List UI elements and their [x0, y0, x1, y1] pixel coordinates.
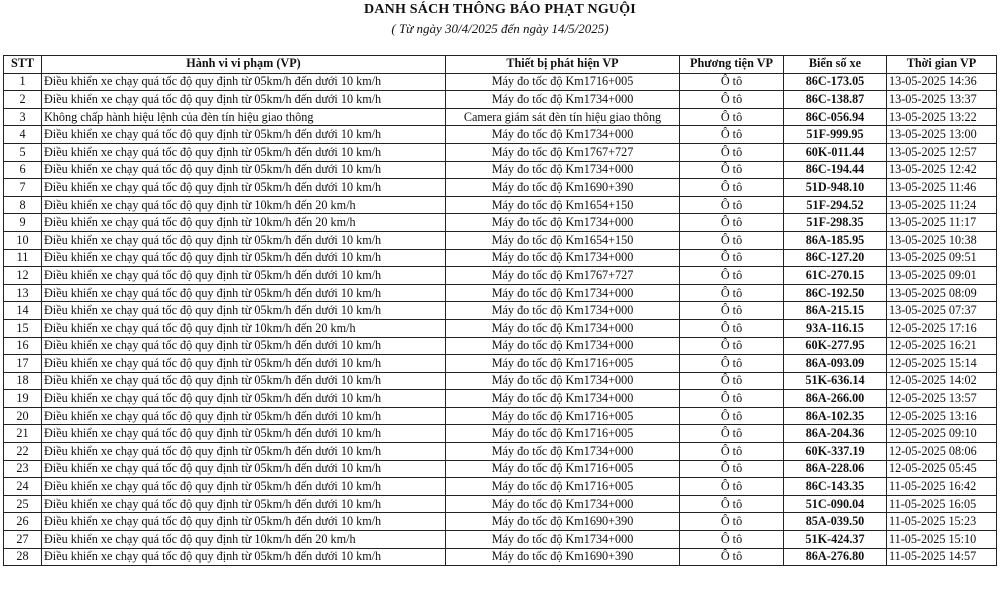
cell-stt: 28	[4, 548, 42, 566]
cell-device: Máy đo tốc độ Km1734+000	[446, 372, 680, 390]
cell-action: Điều khiển xe chạy quá tốc độ quy định từ 05km/h đến dưới 10 km/h	[42, 161, 446, 179]
table-row	[4, 319, 997, 337]
table-row	[4, 425, 997, 443]
table-row	[4, 143, 997, 161]
violations-table	[3, 55, 997, 566]
table-row	[4, 531, 997, 549]
cell-time: 13-05-2025 13:37	[887, 91, 997, 109]
cell-time: 11-05-2025 16:42	[887, 478, 997, 496]
cell-device: Máy đo tốc độ Km1716+005	[446, 425, 680, 443]
cell-stt: 5	[4, 143, 42, 161]
cell-vehicle: Ô tô	[680, 407, 784, 425]
cell-vehicle: Ô tô	[680, 302, 784, 320]
cell-vehicle: Ô tô	[680, 548, 784, 566]
cell-stt: 22	[4, 443, 42, 461]
cell-time: 13-05-2025 08:09	[887, 284, 997, 302]
cell-time: 13-05-2025 09:01	[887, 267, 997, 285]
cell-device: Máy đo tốc độ Km1734+000	[446, 214, 680, 232]
cell-time: 11-05-2025 16:05	[887, 495, 997, 513]
cell-time: 13-05-2025 07:37	[887, 302, 997, 320]
cell-vehicle: Ô tô	[680, 425, 784, 443]
cell-time: 12-05-2025 09:10	[887, 425, 997, 443]
cell-action: Điều khiển xe chạy quá tốc độ quy định từ 05km/h đến dưới 10 km/h	[42, 425, 446, 443]
table-row	[4, 460, 997, 478]
cell-plate: 86C-143.35	[784, 478, 887, 496]
cell-vehicle: Ô tô	[680, 513, 784, 531]
table-row	[4, 161, 997, 179]
cell-plate: 51D-948.10	[784, 179, 887, 197]
cell-time: 13-05-2025 14:36	[887, 73, 997, 91]
cell-plate: 86C-194.44	[784, 161, 887, 179]
table-row	[4, 302, 997, 320]
cell-vehicle: Ô tô	[680, 284, 784, 302]
cell-time: 13-05-2025 13:22	[887, 108, 997, 126]
cell-plate: 86A-102.35	[784, 407, 887, 425]
header-action: Hành vi vi phạm (VP)	[42, 56, 446, 74]
cell-vehicle: Ô tô	[680, 91, 784, 109]
cell-vehicle: Ô tô	[680, 478, 784, 496]
cell-action: Điều khiển xe chạy quá tốc độ quy định từ 05km/h đến dưới 10 km/h	[42, 390, 446, 408]
table-row	[4, 214, 997, 232]
cell-device: Máy đo tốc độ Km1734+000	[446, 531, 680, 549]
cell-action: Điều khiển xe chạy quá tốc độ quy định từ 05km/h đến dưới 10 km/h	[42, 249, 446, 267]
cell-device: Máy đo tốc độ Km1734+000	[446, 319, 680, 337]
cell-time: 13-05-2025 12:42	[887, 161, 997, 179]
cell-vehicle: Ô tô	[680, 319, 784, 337]
cell-vehicle: Ô tô	[680, 460, 784, 478]
table-body	[4, 73, 997, 566]
cell-time: 12-05-2025 05:45	[887, 460, 997, 478]
cell-vehicle: Ô tô	[680, 372, 784, 390]
cell-stt: 20	[4, 407, 42, 425]
cell-vehicle: Ô tô	[680, 390, 784, 408]
cell-stt: 18	[4, 372, 42, 390]
cell-vehicle: Ô tô	[680, 495, 784, 513]
cell-vehicle: Ô tô	[680, 126, 784, 144]
cell-stt: 23	[4, 460, 42, 478]
cell-vehicle: Ô tô	[680, 108, 784, 126]
cell-vehicle: Ô tô	[680, 337, 784, 355]
cell-device: Máy đo tốc độ Km1716+005	[446, 355, 680, 373]
cell-stt: 26	[4, 513, 42, 531]
cell-stt: 15	[4, 319, 42, 337]
cell-device: Máy đo tốc độ Km1654+150	[446, 231, 680, 249]
cell-device: Máy đo tốc độ Km1716+005	[446, 478, 680, 496]
cell-action: Điều khiển xe chạy quá tốc độ quy định từ 05km/h đến dưới 10 km/h	[42, 302, 446, 320]
cell-action: Điều khiển xe chạy quá tốc độ quy định từ 05km/h đến dưới 10 km/h	[42, 495, 446, 513]
cell-plate: 86C-173.05	[784, 73, 887, 91]
table-row	[4, 284, 997, 302]
table-row	[4, 267, 997, 285]
cell-action: Điều khiển xe chạy quá tốc độ quy định từ 05km/h đến dưới 10 km/h	[42, 443, 446, 461]
cell-stt: 27	[4, 531, 42, 549]
cell-stt: 10	[4, 231, 42, 249]
cell-stt: 6	[4, 161, 42, 179]
cell-action: Điều khiển xe chạy quá tốc độ quy định từ 05km/h đến dưới 10 km/h	[42, 460, 446, 478]
cell-action: Điều khiển xe chạy quá tốc độ quy định từ 05km/h đến dưới 10 km/h	[42, 179, 446, 197]
cell-plate: 85A-039.50	[784, 513, 887, 531]
cell-time: 13-05-2025 11:17	[887, 214, 997, 232]
cell-plate: 51K-424.37	[784, 531, 887, 549]
table-row	[4, 478, 997, 496]
cell-device: Máy đo tốc độ Km1734+000	[446, 495, 680, 513]
header-stt: STT	[4, 56, 42, 74]
cell-action: Điều khiển xe chạy quá tốc độ quy định từ 05km/h đến dưới 10 km/h	[42, 267, 446, 285]
cell-vehicle: Ô tô	[680, 196, 784, 214]
cell-time: 13-05-2025 09:51	[887, 249, 997, 267]
cell-stt: 25	[4, 495, 42, 513]
cell-device: Máy đo tốc độ Km1716+005	[446, 73, 680, 91]
cell-stt: 13	[4, 284, 42, 302]
cell-time: 13-05-2025 11:24	[887, 196, 997, 214]
cell-vehicle: Ô tô	[680, 214, 784, 232]
cell-plate: 60K-011.44	[784, 143, 887, 161]
cell-action: Điều khiển xe chạy quá tốc độ quy định từ 05km/h đến dưới 10 km/h	[42, 407, 446, 425]
cell-device: Máy đo tốc độ Km1734+000	[446, 302, 680, 320]
table-header	[4, 56, 997, 74]
table-row	[4, 443, 997, 461]
header-row	[4, 56, 997, 74]
cell-vehicle: Ô tô	[680, 249, 784, 267]
cell-time: 11-05-2025 14:57	[887, 548, 997, 566]
cell-stt: 9	[4, 214, 42, 232]
cell-time: 12-05-2025 14:02	[887, 372, 997, 390]
cell-action: Điều khiển xe chạy quá tốc độ quy định từ 10km/h đến 20 km/h	[42, 531, 446, 549]
table-row	[4, 126, 997, 144]
cell-action: Điều khiển xe chạy quá tốc độ quy định từ 05km/h đến dưới 10 km/h	[42, 513, 446, 531]
page-title: DANH SÁCH THÔNG BÁO PHẠT NGUỘI	[364, 2, 636, 17]
cell-time: 13-05-2025 12:57	[887, 143, 997, 161]
cell-device: Máy đo tốc độ Km1734+000	[446, 337, 680, 355]
cell-device: Máy đo tốc độ Km1716+005	[446, 460, 680, 478]
cell-action: Điều khiển xe chạy quá tốc độ quy định từ 05km/h đến dưới 10 km/h	[42, 126, 446, 144]
cell-plate: 86C-138.87	[784, 91, 887, 109]
cell-stt: 21	[4, 425, 42, 443]
table-row	[4, 548, 997, 566]
cell-device: Máy đo tốc độ Km1690+390	[446, 513, 680, 531]
cell-device: Máy đo tốc độ Km1767+727	[446, 143, 680, 161]
cell-action: Điều khiển xe chạy quá tốc độ quy định từ 10km/h đến 20 km/h	[42, 196, 446, 214]
cell-stt: 14	[4, 302, 42, 320]
cell-time: 12-05-2025 08:06	[887, 443, 997, 461]
cell-plate: 86A-185.95	[784, 231, 887, 249]
cell-plate: 86A-093.09	[784, 355, 887, 373]
cell-plate: 51F-294.52	[784, 196, 887, 214]
cell-stt: 3	[4, 108, 42, 126]
cell-stt: 12	[4, 267, 42, 285]
header-device: Thiết bị phát hiện VP	[446, 56, 680, 74]
cell-plate: 86A-266.00	[784, 390, 887, 408]
cell-plate: 86A-276.80	[784, 548, 887, 566]
header-time: Thời gian VP	[887, 56, 997, 74]
cell-device: Máy đo tốc độ Km1734+000	[446, 91, 680, 109]
cell-stt: 19	[4, 390, 42, 408]
cell-vehicle: Ô tô	[680, 179, 784, 197]
cell-device: Camera giám sát đèn tín hiệu giao thông	[446, 108, 680, 126]
cell-action: Điều khiển xe chạy quá tốc độ quy định từ 05km/h đến dưới 10 km/h	[42, 337, 446, 355]
cell-stt: 8	[4, 196, 42, 214]
cell-stt: 2	[4, 91, 42, 109]
cell-device: Máy đo tốc độ Km1734+000	[446, 443, 680, 461]
cell-plate: 60K-277.95	[784, 337, 887, 355]
cell-time: 13-05-2025 10:38	[887, 231, 997, 249]
cell-action: Điều khiển xe chạy quá tốc độ quy định từ 05km/h đến dưới 10 km/h	[42, 143, 446, 161]
cell-time: 12-05-2025 16:21	[887, 337, 997, 355]
cell-stt: 17	[4, 355, 42, 373]
cell-plate: 51C-090.04	[784, 495, 887, 513]
cell-time: 13-05-2025 11:46	[887, 179, 997, 197]
header-vehicle: Phương tiện VP	[680, 56, 784, 74]
table-row	[4, 513, 997, 531]
cell-vehicle: Ô tô	[680, 143, 784, 161]
cell-device: Máy đo tốc độ Km1734+000	[446, 390, 680, 408]
cell-plate: 93A-116.15	[784, 319, 887, 337]
cell-plate: 61C-270.15	[784, 267, 887, 285]
cell-plate: 86C-192.50	[784, 284, 887, 302]
cell-device: Máy đo tốc độ Km1734+000	[446, 161, 680, 179]
cell-plate: 86A-204.36	[784, 425, 887, 443]
cell-plate: 51K-636.14	[784, 372, 887, 390]
cell-device: Máy đo tốc độ Km1690+390	[446, 179, 680, 197]
cell-plate: 86A-228.06	[784, 460, 887, 478]
cell-vehicle: Ô tô	[680, 231, 784, 249]
cell-plate: 86C-056.94	[784, 108, 887, 126]
header-plate: Biển số xe	[784, 56, 887, 74]
cell-stt: 24	[4, 478, 42, 496]
cell-action: Không chấp hành hiệu lệnh của đèn tín hiệu giao thông	[42, 108, 446, 126]
cell-time: 11-05-2025 15:23	[887, 513, 997, 531]
table-row	[4, 91, 997, 109]
table-row	[4, 249, 997, 267]
cell-stt: 1	[4, 73, 42, 91]
cell-action: Điều khiển xe chạy quá tốc độ quy định từ 05km/h đến dưới 10 km/h	[42, 548, 446, 566]
table-row	[4, 355, 997, 373]
cell-device: Máy đo tốc độ Km1767+727	[446, 267, 680, 285]
cell-plate: 60K-337.19	[784, 443, 887, 461]
table-row	[4, 231, 997, 249]
cell-plate: 51F-298.35	[784, 214, 887, 232]
cell-action: Điều khiển xe chạy quá tốc độ quy định từ 05km/h đến dưới 10 km/h	[42, 355, 446, 373]
cell-vehicle: Ô tô	[680, 73, 784, 91]
table-row	[4, 495, 997, 513]
cell-action: Điều khiển xe chạy quá tốc độ quy định từ 05km/h đến dưới 10 km/h	[42, 372, 446, 390]
cell-action: Điều khiển xe chạy quá tốc độ quy định từ 10km/h đến 20 km/h	[42, 319, 446, 337]
table-row	[4, 337, 997, 355]
cell-plate: 51F-999.95	[784, 126, 887, 144]
table-row	[4, 73, 997, 91]
cell-time: 11-05-2025 15:10	[887, 531, 997, 549]
table-row	[4, 196, 997, 214]
cell-action: Điều khiển xe chạy quá tốc độ quy định từ 05km/h đến dưới 10 km/h	[42, 284, 446, 302]
cell-time: 12-05-2025 13:16	[887, 407, 997, 425]
cell-vehicle: Ô tô	[680, 161, 784, 179]
cell-stt: 4	[4, 126, 42, 144]
cell-time: 12-05-2025 15:14	[887, 355, 997, 373]
cell-action: Điều khiển xe chạy quá tốc độ quy định từ 10km/h đến 20 km/h	[42, 214, 446, 232]
cell-vehicle: Ô tô	[680, 267, 784, 285]
page-subtitle: ( Từ ngày 30/4/2025 đến ngày 14/5/2025)	[391, 21, 609, 36]
table-row	[4, 407, 997, 425]
cell-action: Điều khiển xe chạy quá tốc độ quy định từ 05km/h đến dưới 10 km/h	[42, 73, 446, 91]
cell-device: Máy đo tốc độ Km1716+005	[446, 407, 680, 425]
cell-device: Máy đo tốc độ Km1654+150	[446, 196, 680, 214]
table-row	[4, 179, 997, 197]
cell-plate: 86C-127.20	[784, 249, 887, 267]
cell-vehicle: Ô tô	[680, 443, 784, 461]
cell-device: Máy đo tốc độ Km1734+000	[446, 249, 680, 267]
cell-stt: 11	[4, 249, 42, 267]
cell-action: Điều khiển xe chạy quá tốc độ quy định từ 05km/h đến dưới 10 km/h	[42, 231, 446, 249]
table-row	[4, 372, 997, 390]
cell-action: Điều khiển xe chạy quá tốc độ quy định từ 05km/h đến dưới 10 km/h	[42, 91, 446, 109]
cell-device: Máy đo tốc độ Km1734+000	[446, 126, 680, 144]
cell-time: 12-05-2025 13:57	[887, 390, 997, 408]
cell-time: 13-05-2025 13:00	[887, 126, 997, 144]
table-row	[4, 390, 997, 408]
cell-device: Máy đo tốc độ Km1690+390	[446, 548, 680, 566]
cell-action: Điều khiển xe chạy quá tốc độ quy định từ 05km/h đến dưới 10 km/h	[42, 478, 446, 496]
cell-vehicle: Ô tô	[680, 531, 784, 549]
cell-stt: 7	[4, 179, 42, 197]
cell-stt: 16	[4, 337, 42, 355]
cell-vehicle: Ô tô	[680, 355, 784, 373]
cell-device: Máy đo tốc độ Km1734+000	[446, 284, 680, 302]
table-row	[4, 108, 997, 126]
cell-plate: 86A-215.15	[784, 302, 887, 320]
cell-time: 12-05-2025 17:16	[887, 319, 997, 337]
